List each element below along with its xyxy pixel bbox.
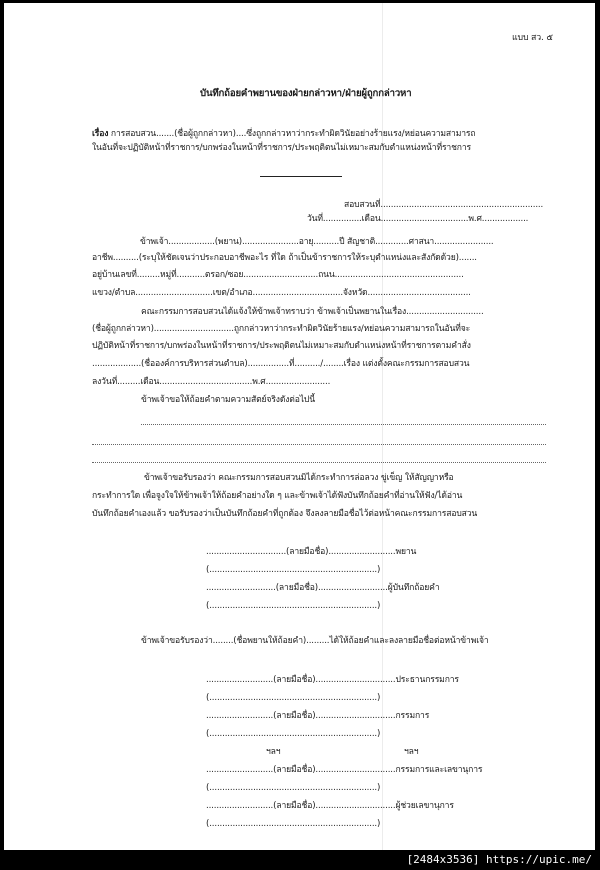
- secretary-signature: ..........................(ลายมือชื่อ)...............................กรรมการและเลขานุการ: [206, 765, 483, 775]
- statement-line-2[interactable]: [92, 444, 546, 445]
- committee-notice-3: ปฏิบัติหน้าที่ราชการ/บกพร่องในหน้าที่ราชการ/ประพฤติตนไม่เหมาะสมกับตำแหน่งหน้าที่ราชการตามคำสั่ง: [92, 341, 471, 351]
- chairman-signature: ..........................(ลายมือชื่อ)...............................ประธานกรรมการ: [206, 675, 459, 685]
- statement-line-1[interactable]: [141, 424, 546, 425]
- document-page: [4, 3, 595, 850]
- committee-notice-5: ลงวันที่.........เดือน....................................พ.ศ.........................: [92, 377, 331, 387]
- committee-notice-2: (ชื่อผู้ถูกกล่าวหา)...............................ถูกกล่าวหาว่ากระทำผิดวินัยร้ายแรง/หย่อนความสามารถในอันที่จะ: [92, 324, 471, 334]
- witness-info-2: อาชีพ..........(ระบุให้ชัดเจนว่าประกอบอาชีพอะไร ที่ใด ถ้าเป็นข้าราชการให้ระบุตำแหน่งและสังกัดด้วย).......: [92, 253, 477, 263]
- witness-certify-statement: ข้าพเจ้าขอรับรองว่า........(ชื่อพยานให้ถ้อยคำ).........ได้ให้ถ้อยคำและลงลายมือชื่อต่อหน้าข้าพเจ้า: [141, 636, 489, 646]
- committee-member-printed-name: (.................................................................): [206, 729, 381, 739]
- certification-1: ข้าพเจ้าขอรับรองว่า คณะกรรมการสอบสวนมิได้กระทำการล่อลวง ขู่เข็ญ ให้สัญญาหรือ: [144, 473, 454, 483]
- etc-mark-left: ฯลฯ: [266, 747, 281, 757]
- etc-mark-right: ฯลฯ: [404, 747, 419, 757]
- subject-label: เรื่อง: [92, 129, 109, 139]
- interrogation-place: สอบสวนที่...............................................................: [344, 200, 544, 210]
- assistant-secretary-printed-name: (.................................................................): [206, 819, 381, 829]
- certification-2: กระทำการใด เพื่อจูงใจให้ข้าพเจ้าให้ถ้อยคำอย่างใด ๆ และข้าพเจ้าได้ฟังบันทึกถ้อยคำที่อ่านให้ฟัง/ได้อ่าน: [92, 491, 463, 501]
- witness-info-3: อยู่บ้านเลขที่.........หมู่ที่...........ตรอก/ซอย.............................ถนน..................................................: [92, 270, 464, 280]
- document-title: บันทึกถ้อยคำพยานของฝ่ายกล่าวหา/ฝ่ายผู้ถูกกล่าวหา: [200, 88, 412, 99]
- witness-info-4: แขวง/ตำบล..............................เขต/อำเภอ...................................จังหวัด........................................: [92, 288, 471, 298]
- witness-printed-name: (.................................................................): [206, 565, 381, 575]
- chairman-printed-name: (.................................................................): [206, 693, 381, 703]
- subject-line-1: [92, 128, 475, 140]
- committee-notice-1: คณะกรรมการสอบสวนได้แจ้งให้ข้าพเจ้าทราบว่า ข้าพเจ้าเป็นพยานในเรื่อง..............................: [141, 307, 484, 317]
- certification-3: บันทึกถ้อยคำเองแล้ว ขอรับรองว่าเป็นบันทึกถ้อยคำที่ถูกต้อง จึงลงลายมือชื่อไว้ต่อหน้าคณะกรรมการสอบสวน: [92, 509, 478, 519]
- committee-notice-4: ...................(ชื่อองค์การบริหารส่วนตำบล)................ที่........../........เรื่อง แต่งตั้งคณะกรรมการสอบสวน: [92, 359, 470, 369]
- title-divider: [260, 176, 342, 177]
- image-host-watermark: [2484x3536] https://upic.me/: [406, 853, 592, 866]
- statement-intro: ข้าพเจ้าขอให้ถ้อยคำตามความสัตย์จริงดังต่อไปนี้: [141, 395, 315, 405]
- assistant-secretary-signature: ..........................(ลายมือชื่อ)...............................ผู้ช่วยเลขานุการ: [206, 801, 454, 811]
- statement-line-3[interactable]: [92, 462, 546, 463]
- recorder-printed-name: (.................................................................): [206, 601, 381, 611]
- witness-signature: ...............................(ลายมือชื่อ)..........................พยาน: [206, 547, 417, 557]
- form-code: แบบ สว. ๕: [512, 33, 553, 43]
- recorder-signature: ...........................(ลายมือชื่อ)...........................ผู้บันทึกถ้อยคำ: [206, 583, 440, 593]
- witness-info-1: ข้าพเจ้า..................(พยาน)......................อายุ..........ปี สัญชาติ.............ศาสนา.......................: [140, 237, 494, 247]
- committee-member-signature: ..........................(ลายมือชื่อ)...............................กรรมการ: [206, 711, 430, 721]
- interrogation-date: วันที่...............เดือน..................................พ.ศ..................: [307, 214, 529, 224]
- subject-line-2: ในอันที่จะปฏิบัติหน้าที่ราชการ/บกพร่องในหน้าที่ราชการ/ประพฤติตนไม่เหมาะสมกับตำแหน่งหน้าที่ราชการ: [92, 143, 471, 153]
- secretary-printed-name: (.................................................................): [206, 783, 381, 793]
- subject-text-1: การสอบสวน.......(ชื่อผู้ถูกกล่าวหา)....ซึ่งถูกกล่าวหาว่ากระทำผิดวินัยอย่างร้ายแรง/หย่อนความสามารถ: [110, 129, 476, 139]
